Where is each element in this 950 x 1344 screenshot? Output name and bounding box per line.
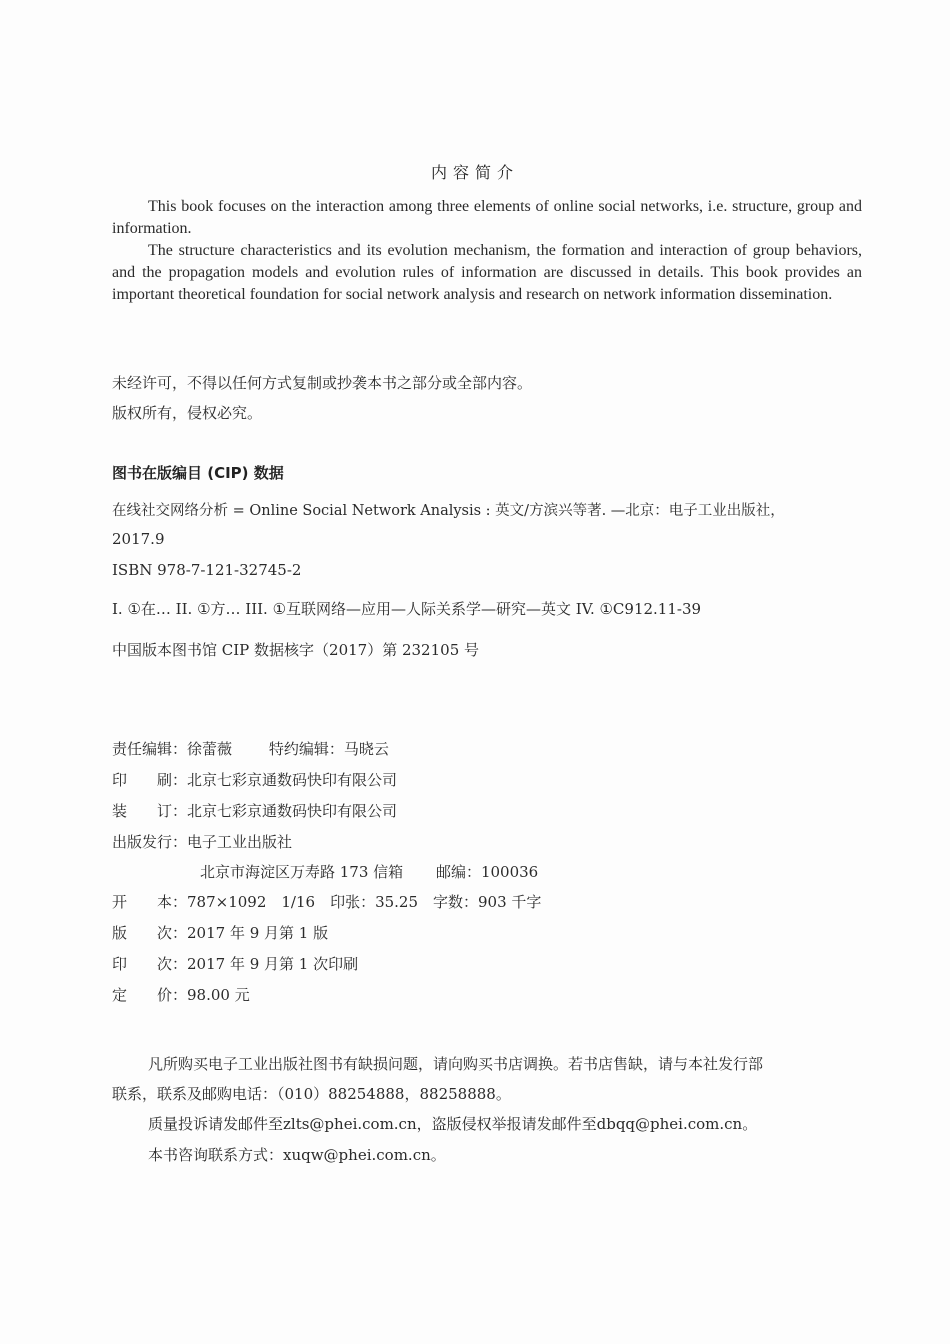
footer-line: 联系，联系及邮购电话：（010）88254888，88258888。 <box>112 1085 511 1103</box>
isbn: ISBN 978-7-121-32745-2 <box>112 561 302 579</box>
print-row <box>112 769 397 790</box>
price-value: 98.00 元 <box>187 986 250 1004</box>
printing-row <box>112 953 358 974</box>
postcode: 100036 <box>480 863 539 881</box>
special-editor-label: 特约编辑： <box>268 740 344 758</box>
address: 北京市海淀区万寿路 173 信箱 <box>200 863 404 881</box>
price-row <box>112 984 250 1005</box>
editor-row <box>112 738 389 759</box>
format-label: 开 本： <box>112 893 188 911</box>
footer-line: 凡所购买电子工业出版社图书有缺损问题，请向购买书店调换。若书店售缺，请与本社发行部 <box>148 1055 764 1073</box>
cip-verify: 中国版本图书馆 CIP 数据核字（2017）第 232105 号 <box>112 641 480 659</box>
classification: I. ①在… II. ①方… III. ①互联网络—应用—人际关系学—研究—英文 IV. ①C912.11-39 <box>112 600 702 618</box>
address-row <box>200 861 538 882</box>
binding-value: 北京七彩京通数码快印有限公司 <box>187 802 398 820</box>
cip-record: 在线社交网络分析 = Online Social Network Analysis : 英文/方滨兴等著. —北京：电子工业出版社， <box>112 503 785 519</box>
cip-date: 2017.9 <box>112 530 165 548</box>
printing-value: 2017 年 9 月第 1 次印刷 <box>187 955 359 973</box>
editor-label: 责任编辑： <box>112 740 188 758</box>
edition-value: 2017 年 9 月第 1 版 <box>187 924 329 942</box>
postcode-label: 邮编： <box>435 863 481 881</box>
publisher-row <box>112 831 292 852</box>
summary-body <box>112 196 862 306</box>
edition-label: 版 次： <box>112 924 188 942</box>
editor-name: 徐蕾薇 <box>187 740 233 758</box>
publisher-value: 电子工业出版社 <box>187 833 293 851</box>
summary-paragraph: This book focuses on the interaction among three elements of online social networks, i.e. structure, group and information. <box>112 198 862 237</box>
summary-paragraph: The structure characteristics and its evolution mechanism, the formation and interaction of group behaviors, and the propagation models and evolution rules of information are discussed in details. This book provides an important theoretical foundation for social network analysis and research on network information dissemination. <box>112 242 862 303</box>
binding-row <box>112 800 397 821</box>
footer-line: 本书咨询联系方式：xuqw@phei.com.cn。 <box>148 1146 446 1164</box>
special-editor-name: 马晓云 <box>343 740 389 758</box>
printing-label: 印 次： <box>112 955 188 973</box>
format-row <box>112 891 541 912</box>
cip-title: 图书在版编目 (CIP) 数据 <box>112 464 284 482</box>
summary-title: 内容简介 <box>430 163 519 182</box>
publisher-label: 出版发行： <box>112 833 188 851</box>
print-label: 印 刷： <box>112 771 188 789</box>
format-value: 787×1092 1/16 印张：35.25 字数：903 千字 <box>187 893 542 911</box>
edition-row <box>112 922 328 943</box>
copyright-notice: 未经许可，不得以任何方式复制或抄袭本书之部分或全部内容。 <box>112 374 533 392</box>
price-label: 定 价： <box>112 986 188 1004</box>
footer-line: 质量投诉请发邮件至zlts@phei.com.cn，盗版侵权举报请发邮件至dbqq@phei.com.cn。 <box>148 1115 758 1133</box>
binding-label: 装 订： <box>112 802 188 820</box>
print-value: 北京七彩京通数码快印有限公司 <box>187 771 398 789</box>
rights-reserved: 版权所有，侵权必究。 <box>112 404 263 422</box>
